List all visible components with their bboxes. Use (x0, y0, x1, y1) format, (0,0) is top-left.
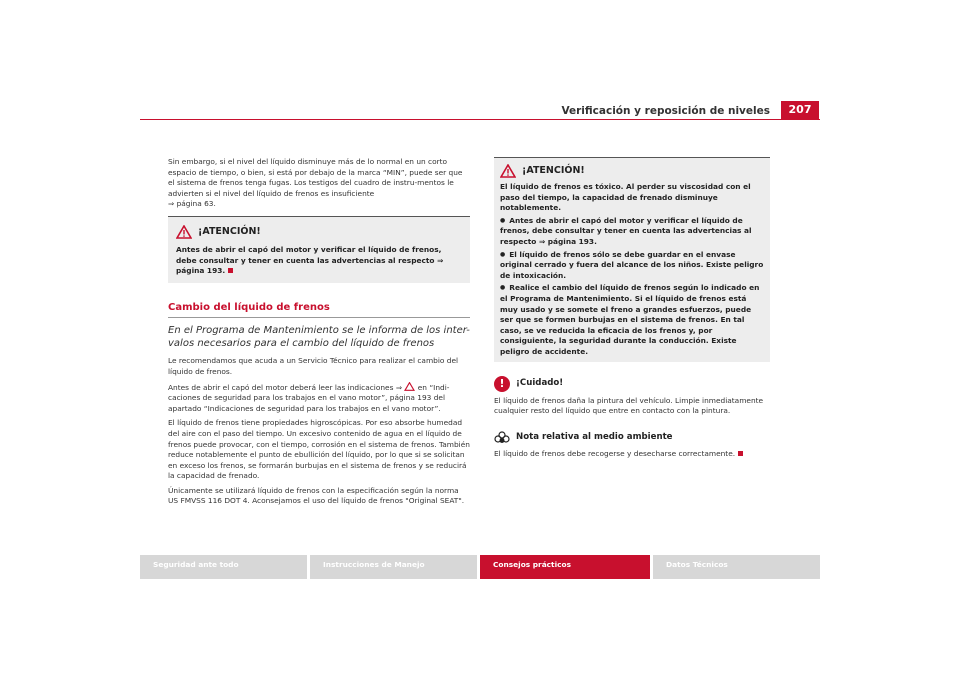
intro-text: Sin embargo, si el nivel del líquido disminuye más de lo normal en un corto espacio de tiempo, o bien, si está por debajo de la marca “MIN”, puede ser que el sistema de frenos tenga fugas. Los testigos del cuadro de instru-mentos le advierten si el nivel del líquido de frenos es insuficiente (168, 157, 463, 198)
caution-circle-icon: ! (494, 376, 510, 392)
bullet-item: ● El líquido de frenos sólo se debe guardar en el envase original cerrado y fuera del alcance de los niños. Existe peligro de intoxicación. (500, 250, 766, 282)
bullet-page-ref[interactable]: página 193. (547, 236, 597, 246)
paragraph-4: Únicamente se utilizará líquido de frenos con la especificación según la norma US FMVSS 116 DOT 4. Aconsejamos el uso del líquido de frenos "Original SEAT". (168, 485, 465, 506)
footer-tab-seguridad[interactable]: Seguridad ante todo (140, 555, 307, 579)
warning-text (176, 245, 462, 277)
warning-triangle-icon (176, 225, 192, 239)
environment-flower-icon (494, 431, 510, 445)
warning-title: ¡ATENCIÓN! (522, 164, 585, 176)
footer-tab-datos[interactable]: Datos Técnicos (653, 555, 820, 579)
warning-title: ¡ATENCIÓN! (198, 225, 261, 237)
right-column (494, 157, 770, 463)
left-column (168, 157, 470, 511)
environment-text (494, 449, 770, 460)
warning-box-left (168, 216, 470, 283)
environment-header (494, 431, 770, 445)
paragraph-2-start: Antes de abrir el capó del motor deberá leer las indicaciones (168, 382, 394, 392)
section-subtitle: En el Programa de Mantenimiento se le informa de los inter-valos necesarios para el cambio del líquido de frenos (168, 325, 470, 350)
warning-triangle-icon (404, 382, 415, 391)
arrow-right-icon: ⇒ (395, 382, 403, 392)
paragraph-2 (168, 382, 470, 415)
environment-body: El líquido de frenos debe recogerse y desecharse correctamente. (494, 448, 736, 458)
bullet-text: Antes de abrir el capó del motor y verificar el líquido de frenos, debe consultar y tener en cuenta las advertencias al respecto (500, 215, 752, 246)
paragraph-2-end: en “Indi-caciones de seguridad para los trabajos en el vano motor”, página 193 del apartado “Indicaciones de seguridad para los trabajos en el vano motor”. (168, 382, 450, 413)
warning-header (500, 164, 766, 178)
warning-triangle-icon (500, 164, 516, 178)
paragraph-1: Le recomendamos que acuda a un Servicio Técnico para realizar el cambio del líquido de frenos. (168, 356, 459, 376)
end-mark-icon (738, 451, 743, 456)
section-title: Cambio del líquido de frenos (168, 303, 470, 319)
warning-body: Antes de abrir el capó del motor y verificar el líquido de frenos, debe consultar y tener en cuenta las advertencias al respecto (176, 244, 442, 265)
page-header-title: Verificación y reposición de niveles (561, 105, 770, 117)
caution-header (494, 376, 770, 392)
header-divider (140, 119, 820, 120)
warning-header (176, 225, 462, 239)
warning-page-ref[interactable]: página 193. (176, 266, 226, 276)
environment-title: Nota relativa al medio ambiente (516, 432, 673, 443)
caution-title: ¡Cuidado! (516, 378, 564, 389)
page-number: 207 (781, 101, 819, 119)
bullet-item (500, 216, 766, 248)
caution-text: El líquido de frenos daña la pintura del vehículo. Limpie inmediatamente cualquier resto del líquido que entre en contacto con la pintura. (494, 395, 764, 416)
intro-page-ref[interactable]: página 63. (176, 199, 216, 209)
arrow-right-icon: ⇒ (168, 199, 175, 209)
warning-intro: El líquido de frenos es tóxico. Al perder su viscosidad con el paso del tiempo, la capacidad de frenado disminuye notablemente. (500, 182, 751, 213)
arrow-right-icon: ⇒ (538, 236, 546, 246)
footer-tab-consejos[interactable]: Consejos prácticos (480, 555, 650, 579)
paragraph-3: El líquido de frenos tiene propiedades higroscópicas. Por eso absorbe humedad del aire con el paso del tiempo. Un excesivo contenido de agua en el líquido de frenos puede provocar, con el tiempo, corrosión en el sistema de frenos. También reduce notablemente el punto de ebullición del líquido, por lo que si se solicitan en exceso los frenos, se formarán burbujas en el sistema de frenos y se reducirá la capacidad de frenado. (168, 418, 470, 481)
bullet-item: ● Realice el cambio del líquido de frenos según lo indicado en el Programa de Mantenimiento. Si el líquido de frenos está muy usado y se somete el freno a grandes esfuerzos, puede ser que se formen burbujas en el sistema de frenos. En tal caso, se ve reducida la eficacia de los frenos y, por consiguiente, la seguridad durante la conducción. Existe peligro de accidente. (500, 283, 766, 357)
warning-text (500, 182, 766, 358)
end-mark-icon (228, 268, 233, 273)
warning-box-right (494, 157, 770, 362)
intro-paragraph (168, 157, 470, 210)
arrow-right-icon: ⇒ (437, 255, 444, 265)
footer-tab-instrucciones[interactable]: Instrucciones de Manejo (310, 555, 477, 579)
